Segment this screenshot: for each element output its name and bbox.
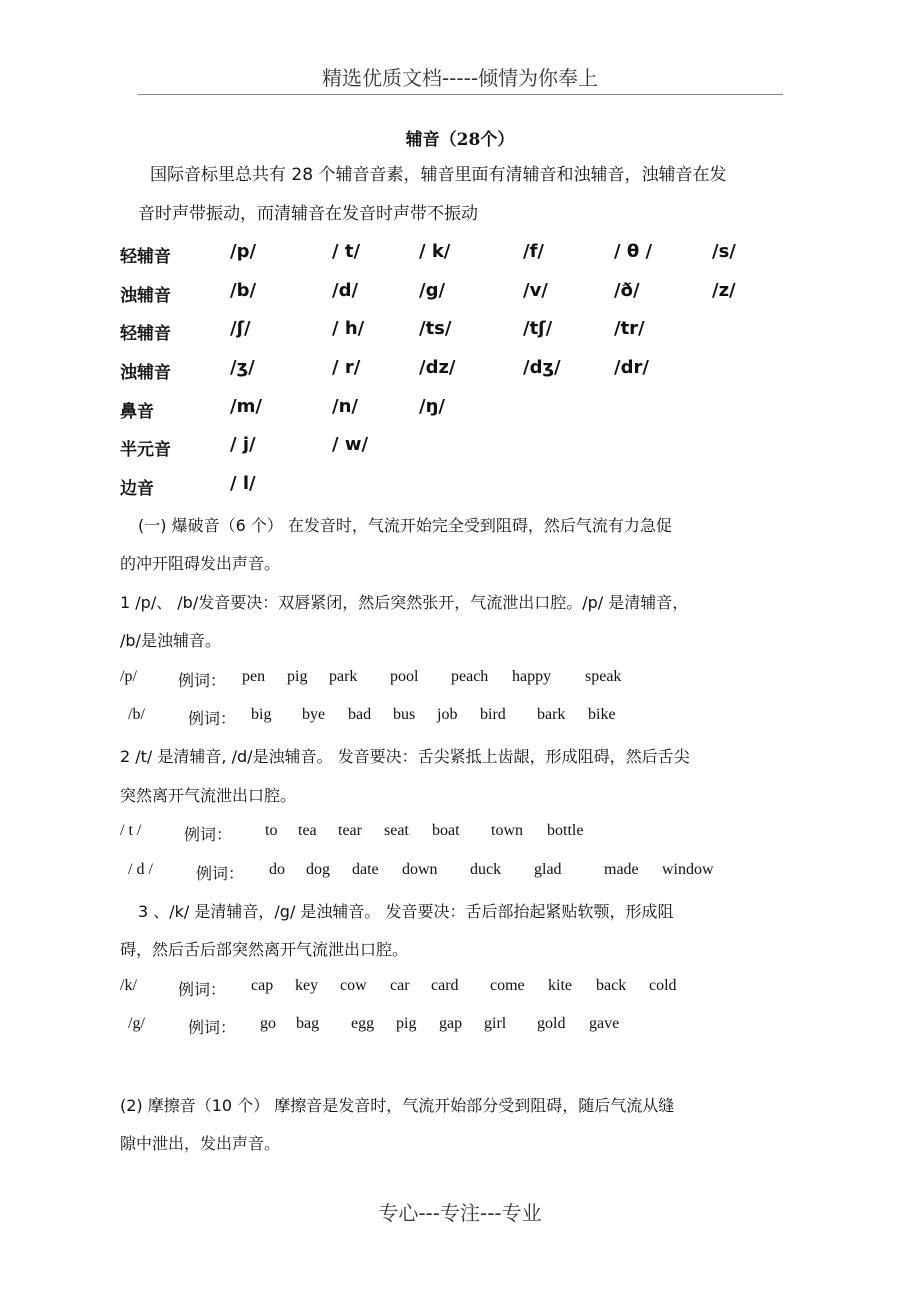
example-word: happy	[512, 668, 552, 685]
phoneme-cell: /ʃ/	[230, 318, 251, 339]
example-word: glad	[534, 861, 562, 878]
phoneme-cell: /dr/	[614, 357, 649, 378]
example-word: go	[260, 1015, 276, 1032]
example-symbol: /k/	[120, 977, 137, 994]
table-row-label: 轻辅音	[120, 247, 171, 267]
phoneme-cell: /ʒ/	[230, 357, 255, 378]
phoneme-cell: / l/	[230, 473, 256, 494]
page-footer: 专心---专注---专业	[378, 1201, 542, 1225]
phoneme-cell: /n/	[332, 396, 358, 417]
example-label: 例词：	[184, 825, 233, 844]
example-word: gave	[589, 1015, 620, 1032]
section2-heading-line-2: 隙中泄出，发出声音。	[120, 1134, 281, 1153]
example-word: duck	[470, 861, 502, 878]
example-word: gold	[537, 1015, 566, 1032]
phoneme-cell: /d/	[332, 280, 359, 301]
table-row-label: 浊辅音	[120, 286, 171, 306]
phoneme-cell: / t/	[332, 241, 361, 262]
phoneme-cell: / r/	[332, 357, 361, 378]
example-word: bark	[537, 706, 566, 723]
example-label: 例词：	[178, 980, 227, 999]
example-word: bird	[480, 706, 506, 723]
example-word: park	[329, 668, 358, 685]
example-symbol: / t /	[120, 822, 142, 839]
example-symbol: / d /	[128, 861, 153, 878]
example-word: job	[437, 706, 458, 723]
example-word: car	[390, 977, 410, 994]
example-word: key	[295, 977, 319, 994]
pb-rule-line-2: /b/是浊辅音。	[120, 631, 221, 650]
example-word: peach	[451, 668, 489, 685]
phoneme-cell: / θ /	[614, 241, 653, 262]
example-label: 例词：	[178, 671, 227, 690]
example-word: seat	[384, 822, 409, 839]
intro-line-2: 音时声带振动，而清辅音在发音时声带不振动	[138, 204, 478, 224]
phoneme-cell: /s/	[712, 241, 736, 262]
example-symbol: /p/	[120, 668, 137, 685]
header-divider	[138, 94, 783, 95]
example-label: 例词：	[188, 1018, 237, 1037]
phoneme-cell: / w/	[332, 434, 369, 455]
example-word: tear	[338, 822, 362, 839]
phoneme-cell: / h/	[332, 318, 365, 339]
table-row-label: 鼻音	[120, 402, 154, 422]
example-word: back	[596, 977, 627, 994]
example-word: cow	[340, 977, 367, 994]
example-word: made	[604, 861, 639, 878]
example-word: egg	[351, 1015, 375, 1032]
example-word: big	[251, 706, 272, 723]
example-label: 例词：	[196, 864, 245, 883]
phoneme-cell: /v/	[523, 280, 548, 301]
example-word: bus	[393, 706, 416, 723]
example-word: speak	[585, 668, 622, 685]
phoneme-cell: /dʒ/	[523, 357, 561, 378]
phoneme-cell: /p/	[230, 241, 257, 262]
phoneme-cell: /f/	[523, 241, 544, 262]
example-label: 例词：	[188, 709, 237, 728]
phoneme-cell: / j/	[230, 434, 256, 455]
page-header: 精选优质文档-----倾情为你奉上	[321, 66, 599, 90]
phoneme-cell: /ð/	[614, 280, 640, 301]
example-word: gap	[439, 1015, 463, 1032]
example-word: do	[269, 861, 285, 878]
kg-rule-line-2: 碍，然后舌后部突然离开气流泄出口腔。	[120, 940, 409, 959]
phoneme-cell: /tr/	[614, 318, 645, 339]
section1-heading-line-2: 的冲开阻碍发出声音。	[120, 554, 281, 573]
phoneme-cell: / k/	[419, 241, 451, 262]
example-word: cold	[649, 977, 677, 994]
phoneme-cell: /dz/	[419, 357, 456, 378]
phoneme-cell: /b/	[230, 280, 257, 301]
example-word: bad	[348, 706, 372, 723]
table-row-label: 浊辅音	[120, 363, 171, 383]
example-word: cap	[251, 977, 274, 994]
phoneme-cell: /z/	[712, 280, 736, 301]
table-row-label: 轻辅音	[120, 324, 171, 344]
phoneme-cell: /m/	[230, 396, 262, 417]
section1-heading-line-1: (一) 爆破音（6 个） 在发音时，气流开始完全受到阻碍，然后气流有力急促	[138, 516, 672, 535]
section-title: 辅音（28个）	[405, 130, 515, 150]
example-word: bye	[302, 706, 326, 723]
example-word: window	[662, 861, 714, 878]
intro-line-1: 国际音标里总共有 28 个辅音音素，辅音里面有清辅音和浊辅音，浊辅音在发	[150, 165, 727, 185]
example-word: down	[402, 861, 438, 878]
example-word: pen	[242, 668, 266, 685]
example-symbol: /b/	[128, 706, 145, 723]
example-symbol: /g/	[128, 1015, 145, 1032]
phoneme-cell: /tʃ/	[523, 318, 553, 339]
td-rule-line-2: 突然离开气流泄出口腔。	[120, 786, 297, 805]
example-word: come	[490, 977, 525, 994]
kg-rule-line-1: 3 、/k/ 是清辅音，/g/ 是浊辅音。 发音要决：舌后部抬起紧贴软颚，形成阻	[138, 902, 674, 921]
example-word: kite	[548, 977, 572, 994]
example-word: tea	[298, 822, 317, 839]
section2-heading-line-1: (2) 摩擦音（10 个） 摩擦音是发音时，气流开始部分受到阻碍，随后气流从缝	[120, 1096, 675, 1115]
example-word: date	[352, 861, 379, 878]
example-word: to	[265, 822, 278, 839]
example-word: pig	[287, 668, 308, 685]
example-word: bottle	[547, 822, 584, 839]
td-rule-line-1: 2 /t/ 是清辅音, /d/是浊辅音。 发音要决：舌尖紧抵上齿龈，形成阻碍，然后舌尖	[120, 747, 690, 766]
phoneme-cell: /g/	[419, 280, 446, 301]
pb-rule-line-1: 1 /p/、 /b/发音要决：双唇紧闭，然后突然张开，气流泄出口腔。/p/ 是清辅音，	[120, 593, 689, 612]
table-row-label: 边音	[120, 479, 154, 499]
example-word: bike	[588, 706, 616, 723]
table-row-label: 半元音	[120, 440, 171, 460]
example-word: dog	[306, 861, 330, 878]
example-word: girl	[484, 1015, 507, 1032]
example-word: pig	[396, 1015, 417, 1032]
phoneme-cell: /ts/	[419, 318, 452, 339]
example-word: bag	[296, 1015, 320, 1032]
example-word: boat	[432, 822, 460, 839]
phoneme-cell: /ŋ/	[419, 396, 445, 417]
example-word: card	[431, 977, 459, 994]
example-word: town	[491, 822, 523, 839]
example-word: pool	[390, 668, 419, 685]
